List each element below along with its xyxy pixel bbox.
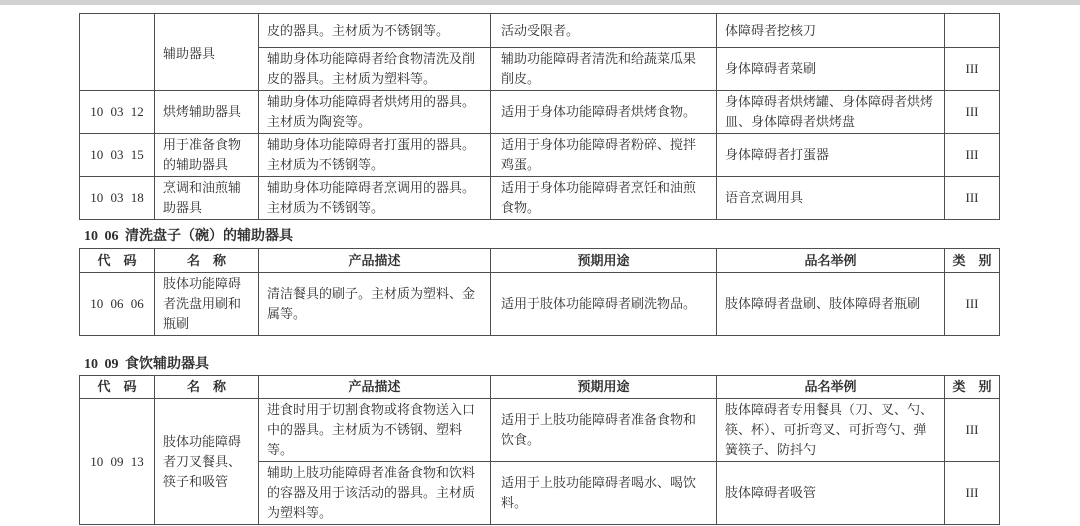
name-cell: 肢体功能障碍者刀叉餐具、筷子和吸管 bbox=[155, 399, 259, 525]
table-header-row bbox=[80, 376, 1000, 399]
header-use: 预期用途 bbox=[491, 249, 717, 273]
header-examples: 品名举例 bbox=[717, 376, 945, 399]
category-cell: III bbox=[945, 91, 1000, 134]
name-cell: 辅助器具 bbox=[155, 14, 259, 91]
table-row bbox=[80, 134, 1000, 177]
header-name: 名 称 bbox=[155, 376, 259, 399]
examples-cell: 身体障碍者打蛋器 bbox=[717, 134, 945, 177]
code-cell bbox=[80, 14, 155, 91]
desc-cell: 辅助身体功能障碍者烘烤用的器具。主材质为陶瓷等。 bbox=[259, 91, 491, 134]
examples-cell: 身体障碍者菜刷 bbox=[717, 48, 945, 91]
examples-cell: 身体障碍者烘烤罐、身体障碍者烘烤皿、身体障碍者烘烤盘 bbox=[717, 91, 945, 134]
table-row bbox=[80, 91, 1000, 134]
category-cell: III bbox=[945, 177, 1000, 220]
desc-cell: 辅助身体功能障碍者打蛋用的器具。主材质为不锈钢等。 bbox=[259, 134, 491, 177]
header-use: 预期用途 bbox=[491, 376, 717, 399]
table-row bbox=[80, 14, 1000, 48]
name-cell: 烘烤辅助器具 bbox=[155, 91, 259, 134]
category-cell: III bbox=[945, 134, 1000, 177]
use-cell: 活动受限者。 bbox=[491, 14, 717, 48]
category-cell: III bbox=[945, 462, 1000, 525]
desc-cell: 进食时用于切割食物或将食物送入口中的器具。主材质为不锈钢、塑料等。 bbox=[259, 399, 491, 462]
desc-cell: 辅助身体功能障碍者烹调用的器具。主材质为不锈钢等。 bbox=[259, 177, 491, 220]
page-top-cut-remnant bbox=[0, 0, 1080, 5]
code-cell: 10 03 12 bbox=[80, 91, 155, 134]
category-cell: III bbox=[945, 399, 1000, 462]
header-category: 类 别 bbox=[945, 249, 1000, 273]
category-cell: III bbox=[945, 48, 1000, 91]
examples-cell: 体障碍者挖核刀 bbox=[717, 14, 945, 48]
use-cell: 适用于肢体功能障碍者刷洗物品。 bbox=[491, 273, 717, 336]
examples-cell: 肢体障碍者专用餐具（刀、叉、勺、筷、杯）、可折弯叉、可折弯勺、弹簧筷子、防抖勺 bbox=[717, 399, 945, 462]
use-cell: 适用于上肢功能障碍者准备食物和饮食。 bbox=[491, 399, 717, 462]
table-row bbox=[80, 399, 1000, 462]
header-code: 代 码 bbox=[80, 376, 155, 399]
use-cell: 适用于上肢功能障碍者喝水、喝饮料。 bbox=[491, 462, 717, 525]
desc-cell: 清洁餐具的刷子。主材质为塑料、金属等。 bbox=[259, 273, 491, 336]
examples-cell: 语音烹调用具 bbox=[717, 177, 945, 220]
table-row bbox=[80, 273, 1000, 336]
header-desc: 产品描述 bbox=[259, 249, 491, 273]
category-cell: III bbox=[945, 273, 1000, 336]
header-category: 类 别 bbox=[945, 376, 1000, 399]
desc-cell: 皮的器具。主材质为不锈钢等。 bbox=[259, 14, 491, 48]
code-cell: 10 09 13 bbox=[80, 399, 155, 525]
name-cell: 肢体功能障碍者洗盘用刷和瓶刷 bbox=[155, 273, 259, 336]
use-cell: 适用于身体功能障碍者粉碎、搅拌鸡蛋。 bbox=[491, 134, 717, 177]
header-examples: 品名举例 bbox=[717, 249, 945, 273]
name-cell: 用于准备食物的辅助器具 bbox=[155, 134, 259, 177]
code-cell: 10 03 15 bbox=[80, 134, 155, 177]
header-code: 代 码 bbox=[80, 249, 155, 273]
table-row bbox=[80, 177, 1000, 220]
name-cell: 烹调和油煎辅助器具 bbox=[155, 177, 259, 220]
table-10-03 bbox=[79, 13, 1000, 220]
desc-cell: 辅助上肢功能障碍者准备食物和饮料的容器及用于该活动的器具。主材质为塑料等。 bbox=[259, 462, 491, 525]
code-cell: 10 03 18 bbox=[80, 177, 155, 220]
use-cell: 辅助功能障碍者清洗和给蔬菜瓜果削皮。 bbox=[491, 48, 717, 91]
examples-cell: 肢体障碍者吸管 bbox=[717, 462, 945, 525]
category-cell bbox=[945, 14, 1000, 48]
use-cell: 适用于身体功能障碍者烹饪和油煎食物。 bbox=[491, 177, 717, 220]
code-cell: 10 06 06 bbox=[80, 273, 155, 336]
section-title-10-09: 10 09 食饮辅助器具 bbox=[84, 357, 209, 372]
table-10-06 bbox=[79, 248, 1000, 336]
examples-cell: 肢体障碍者盘刷、肢体障碍者瓶刷 bbox=[717, 273, 945, 336]
use-cell: 适用于身体功能障碍者烘烤食物。 bbox=[491, 91, 717, 134]
section-title-10-06: 10 06 清洗盘子（碗）的辅助器具 bbox=[84, 229, 293, 244]
table-header-row bbox=[80, 249, 1000, 273]
header-name: 名 称 bbox=[155, 249, 259, 273]
table-10-09 bbox=[79, 375, 1000, 525]
desc-cell: 辅助身体功能障碍者给食物清洗及削皮的器具。主材质为塑料等。 bbox=[259, 48, 491, 91]
header-desc: 产品描述 bbox=[259, 376, 491, 399]
